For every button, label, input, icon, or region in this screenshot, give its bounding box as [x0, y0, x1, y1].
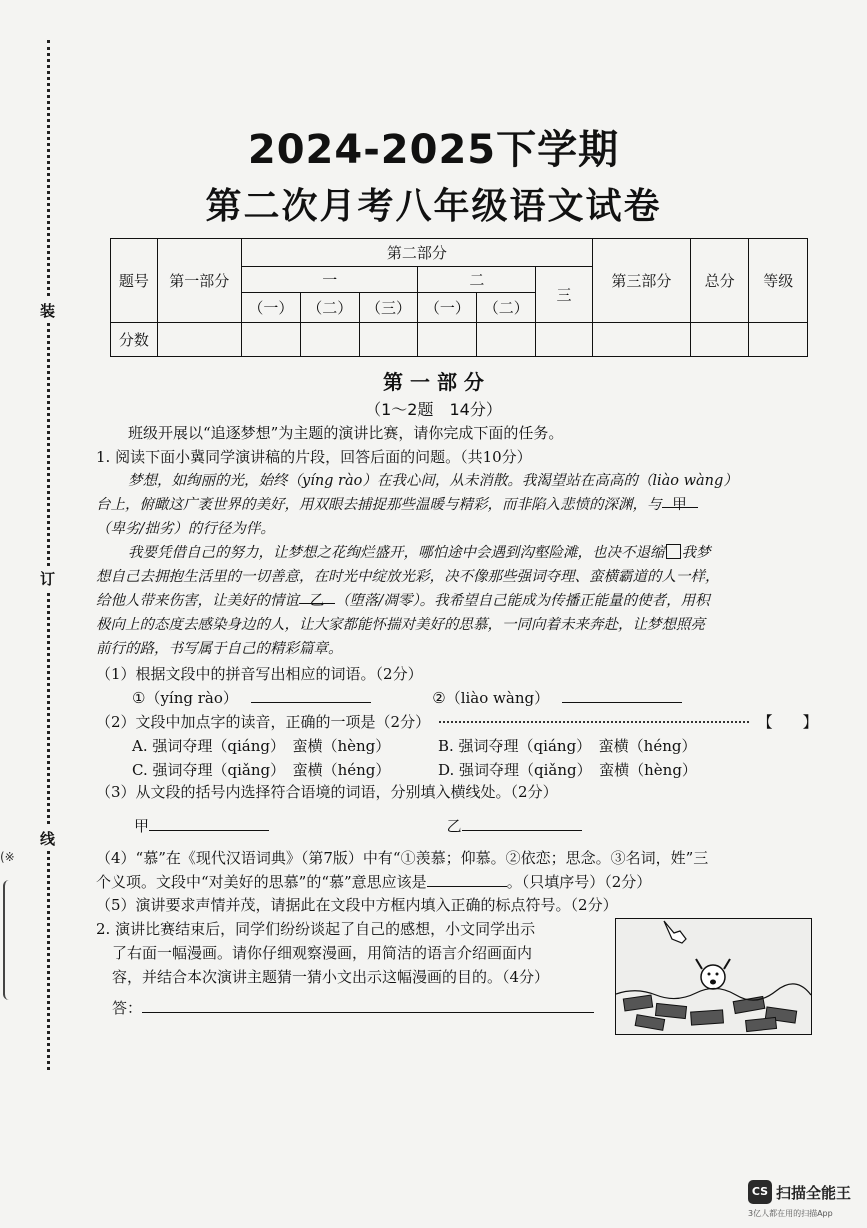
q1-4-line2-tail: 。（只填序号）（2分） — [506, 873, 652, 891]
passage-p2-line1-text: 我要凭借自己的努力，让梦想之花绚烂盛开，哪怕途中会遇到沟壑险滩，也决不退缩 — [128, 545, 665, 561]
passage-p2-line5: 前行的路，书写属于自己的精彩篇章。 — [96, 641, 343, 657]
page-title-term: 2024-2025下学期 — [247, 127, 620, 173]
passage-p2-line3 — [96, 589, 826, 613]
score-cell[interactable] — [690, 323, 749, 357]
figure-head — [701, 965, 725, 989]
blank-yi-label: 乙 — [309, 593, 325, 609]
th-sub-1: （一） — [241, 293, 300, 323]
q1-2-answer-bracket[interactable]: 【 】 — [757, 713, 818, 731]
th-grade: 等级 — [749, 239, 808, 323]
binding-char-ding: 订 — [40, 566, 55, 591]
q1-4-blank[interactable] — [427, 872, 507, 887]
th-sub-3: （三） — [359, 293, 418, 323]
q1-3-yi-blank[interactable] — [462, 816, 582, 831]
score-cell[interactable] — [418, 323, 477, 357]
th-part3: 第三部分 — [592, 239, 690, 323]
q1-2-row — [96, 710, 826, 734]
q1-2-stem: （2）文段中加点字的读音，正确的一项是（2分） — [96, 713, 431, 731]
q1-1-a-blank[interactable] — [251, 688, 371, 703]
q1-2-option-d: D. 强词夺理（qiǎng） 蛮横（hèng） — [438, 761, 697, 779]
q2-answer-blank[interactable] — [142, 998, 594, 1013]
score-cell[interactable] — [592, 323, 690, 357]
q1-2-option-c: C. 强词夺理（qiǎng） 蛮横（héng） — [132, 761, 391, 779]
score-cell[interactable] — [749, 323, 808, 357]
q2-line2: 了右面一幅漫画。请你仔细观察漫画，用简洁的语言介绍画面内 — [112, 944, 533, 962]
q1-3-stem: （3）从文段的括号内选择符合语境的词语，分别填入横线处。（2分） — [96, 783, 558, 801]
q1-2-options-row2 — [132, 758, 862, 782]
passage-p2-line3-text: 给他人带来伤害，让美好的情谊 — [96, 593, 299, 609]
th-total: 总分 — [690, 239, 749, 323]
edge-bracket — [3, 880, 11, 1000]
passage-p2-line1-tail: 我梦 — [681, 545, 711, 561]
q1-4-line2 — [96, 870, 826, 894]
scanner-slogan: 3亿人都在用的扫描App — [748, 1209, 833, 1218]
blank-jia-label: 甲 — [672, 497, 687, 513]
passage-p2-line4: 极向上的态度去感染身边的人，让大家都能怀揣对美好的思慕，一同向着未来奔赴，让梦想照亮 — [96, 617, 705, 633]
scanner-watermark — [748, 1178, 858, 1222]
blank-jia — [662, 493, 698, 513]
q1-4-line1: （4）“慕”在《现代汉语词典》（第7版）中有“①羡慕；仰慕。②依恋；思念。③名词，姓”三 — [96, 849, 709, 867]
q1-5-stem: （5）演讲要求声情并茂，请据此在文段中方框内填入正确的标点符号。（2分） — [96, 896, 618, 914]
passage-p1-line2 — [96, 493, 826, 517]
passage-p2-line2: 想自己去拥抱生活里的一切善意，在时光中绽放光彩，决不像那些强词夺理、蛮横霸道的人一样， — [96, 569, 720, 585]
passage-p1-line2-text: 台上，俯瞰这广袤世界的美好，用双眼去捕捉那些温暖与精彩，而非陷入悲愤的深渊，与 — [96, 497, 662, 513]
binding-char-zhuang: 装 — [40, 298, 55, 323]
blank-yi — [299, 589, 335, 609]
th-part1: 第一部分 — [157, 239, 241, 323]
q1-3-yi-label: 乙 — [446, 817, 462, 835]
q2-line3: 容，并结合本次演讲主题猜一猜小文出示这幅漫画的目的。（4分） — [112, 968, 550, 986]
page-title-exam: 第二次月考八年级语文试卷 — [205, 186, 662, 227]
q2-line1: 2. 演讲比赛结束后，同学们纷纷谈起了自己的感想，小文同学出示 — [96, 920, 536, 938]
q1-stem: 1. 阅读下面小冀同学演讲稿的片段，回答后面的问题。（共10分） — [96, 448, 532, 466]
th-san: 三 — [536, 267, 593, 323]
th-sub-5: （二） — [477, 293, 536, 323]
section-subtitle: （1～2题 14分） — [365, 400, 502, 419]
th-yi: 一 — [241, 267, 418, 293]
scanner-logo-icon: CS — [748, 1180, 772, 1204]
q1-2-option-a: A. 强词夺理（qiáng） 蛮横（hèng） — [132, 737, 391, 755]
th-sub-2: （二） — [300, 293, 359, 323]
score-cell[interactable] — [300, 323, 359, 357]
th-part2: 第二部分 — [241, 239, 592, 267]
score-cell[interactable] — [157, 323, 241, 357]
punctuation-box[interactable] — [666, 544, 681, 559]
intro-text: 班级开展以“追逐梦想”为主题的演讲比赛，请你完成下面的任务。 — [128, 424, 564, 442]
passage-p2-line1 — [128, 541, 858, 565]
passage-p2-line3-tail: （堕落/凋零）。我希望自己能成为传播正能量的使者，用积 — [335, 593, 710, 609]
cartoon-illustration — [615, 918, 812, 1035]
passage-p1-line1: 梦想，如绚丽的光，始终（yíng rào）在我心间，从未消散。我渴望站在高高的（liào wàng） — [128, 473, 738, 489]
edge-mark: (※ — [0, 850, 15, 864]
th-sub-4: （一） — [418, 293, 477, 323]
score-table — [110, 238, 808, 357]
score-cell[interactable] — [536, 323, 593, 357]
q1-1-stem: （1）根据文段中的拼音写出相应的词语。（2分） — [96, 665, 423, 683]
section-title: 第 一 部 分 — [383, 370, 484, 394]
q1-1-b-label: ②（liào wàng） — [432, 689, 550, 707]
q1-1-answers — [132, 686, 862, 710]
q1-2-options-row1 — [132, 734, 862, 758]
scanner-name: 扫描全能王 — [776, 1184, 852, 1202]
q1-1-a-label: ①（yíng rào） — [132, 689, 238, 707]
passage-p1-line3: （卑劣/拙劣）的行径为伴。 — [96, 521, 275, 537]
q1-3-answers — [134, 814, 864, 838]
th-score: 分数 — [111, 323, 158, 357]
q1-1-b-blank[interactable] — [562, 688, 682, 703]
q1-2-option-b: B. 强词夺理（qiáng） 蛮横（héng） — [438, 737, 697, 755]
score-cell[interactable] — [359, 323, 418, 357]
th-er: 二 — [418, 267, 536, 293]
q1-4-line2-text: 个义项。文段中“对美好的思慕”的“慕”意思应该是 — [96, 873, 427, 891]
score-cell[interactable] — [241, 323, 300, 357]
q1-3-jia-label: 甲 — [134, 817, 150, 835]
th-tihao: 题号 — [111, 239, 158, 323]
binding-char-xian: 线 — [40, 826, 55, 851]
q1-3-jia-blank[interactable] — [149, 816, 269, 831]
score-cell[interactable] — [477, 323, 536, 357]
q2-answer-label: 答： — [112, 999, 143, 1017]
